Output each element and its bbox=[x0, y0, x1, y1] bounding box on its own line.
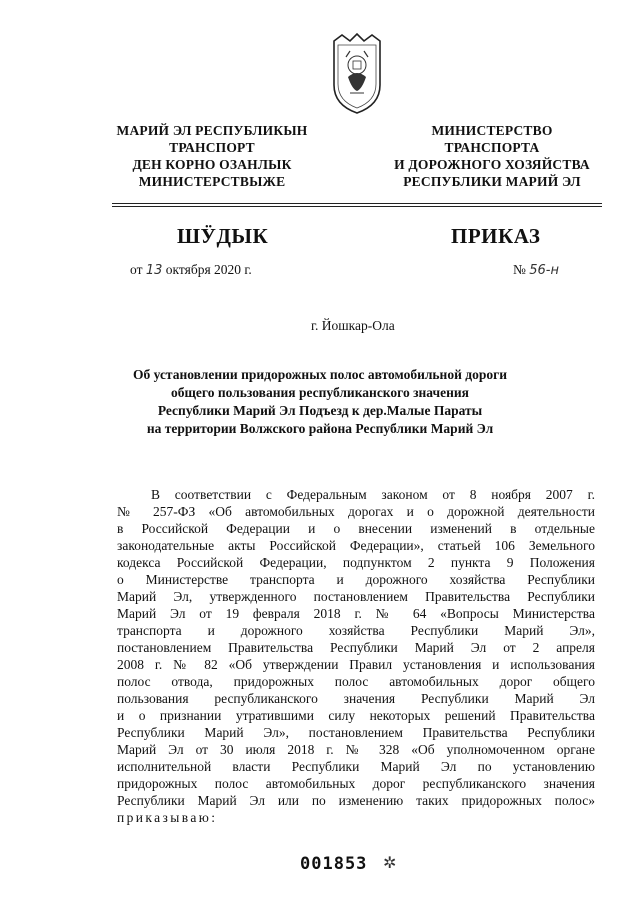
coat-of-arms-emblem bbox=[328, 33, 386, 115]
header-right-block bbox=[392, 122, 592, 190]
body-line: Республики Марий Эл», постановлением Правительства Республики bbox=[117, 725, 595, 740]
doc-type-russian: ПРИКАЗ bbox=[451, 224, 541, 248]
title-line: Об установлении придорожных полос автомобильной дороги bbox=[132, 367, 507, 382]
body-line: законодательные акты Российской Федерации», статьей 106 Земельного bbox=[117, 538, 595, 553]
document-title bbox=[100, 366, 540, 438]
header-left-block bbox=[112, 122, 312, 190]
body-line: о Министерстве транспорта и дорожного хозяйства Республики bbox=[117, 572, 595, 587]
document-number bbox=[513, 262, 559, 278]
document-date bbox=[130, 262, 252, 278]
body-line: 2008 г. № 82 «Об утверждении Правил установления и использования bbox=[117, 657, 595, 672]
header-divider bbox=[112, 206, 602, 207]
body-line: кодекса Российской Федерации, подпунктом 2 пункта 9 Положения bbox=[117, 555, 595, 570]
header-left-line: ДЕН КОРНО ОЗАНЛЫК bbox=[132, 157, 292, 172]
body-line: Республики Марий Эл или по изменению таких придорожных полос» bbox=[117, 793, 595, 808]
body-line: Марий Эл от 30 июля 2018 г. № 328 «Об уполномоченном органе bbox=[117, 742, 595, 757]
header-left-line: МИНИСТЕРСТВЫЖЕ bbox=[138, 174, 286, 189]
date-prefix: от bbox=[130, 262, 143, 277]
header-right-line: И ДОРОЖНОГО ХОЗЯЙСТВА bbox=[394, 157, 590, 172]
body-line: и о признании утратившими силу некоторых решений Правительства bbox=[117, 708, 595, 723]
header-left-line: ТРАНСПОРТ bbox=[169, 140, 255, 155]
header-divider bbox=[112, 203, 602, 204]
header-right-line: МИНИСТЕРСТВО bbox=[431, 123, 553, 138]
body-line: транспорта и дорожного хозяйства Республики Марий Эл», bbox=[117, 623, 595, 638]
body-line: В соответствии с Федеральным законом от 8 ноября 2007 г. bbox=[151, 487, 595, 502]
header-right-line: ТРАНСПОРТА bbox=[444, 140, 540, 155]
header-left-line: МАРИЙ ЭЛ РЕСПУБЛИКЫН bbox=[116, 123, 308, 138]
city: г. Йошкар-Ола bbox=[311, 318, 395, 333]
serial-mark-icon: ✲ bbox=[383, 855, 397, 872]
document-body bbox=[117, 486, 595, 826]
body-line: Марий Эл, утвержденного постановлением Правительства Республики bbox=[117, 589, 595, 604]
header-right-line: РЕСПУБЛИКИ МАРИЙ ЭЛ bbox=[403, 174, 581, 189]
body-line: Марий Эл от 19 февраля 2018 г. № 64 «Вопросы Министерства bbox=[117, 606, 595, 621]
date-rest: октября 2020 г. bbox=[165, 262, 252, 277]
doc-type-mari: ШӰДЫК bbox=[177, 224, 269, 248]
body-line: придорожных полос автомобильных дорог республиканского значения bbox=[117, 776, 595, 791]
body-line: пользования республиканского значения Республики Марий Эл bbox=[117, 691, 595, 706]
body-line: полос отвода, придорожных полос автомобильных дорог общего bbox=[117, 674, 595, 689]
title-line: общего пользования республиканского значения bbox=[171, 385, 469, 400]
title-line: на территории Волжского района Республики Марий Эл bbox=[146, 421, 494, 436]
body-line: постановлением Правительства Республики Марий Эл от 2 апреля bbox=[117, 640, 595, 655]
date-day-handwritten: 13 bbox=[145, 263, 163, 278]
body-line: в Российской Федерации и о внесении изменений в отдельные bbox=[117, 521, 595, 536]
serial-number: 001853 bbox=[300, 854, 368, 874]
body-line: исполнительной власти Республики Марий Эл по установлению bbox=[117, 759, 595, 774]
body-line: № 257-ФЗ «Об автомобильных дорогах и о дорожной деятельности bbox=[117, 504, 595, 519]
number-value-handwritten: 56-н bbox=[529, 263, 559, 278]
body-line: приказываю: bbox=[117, 810, 218, 825]
title-line: Республики Марий Эл Подъезд к дер.Малые Параты bbox=[157, 403, 483, 418]
number-prefix: № bbox=[513, 262, 526, 277]
